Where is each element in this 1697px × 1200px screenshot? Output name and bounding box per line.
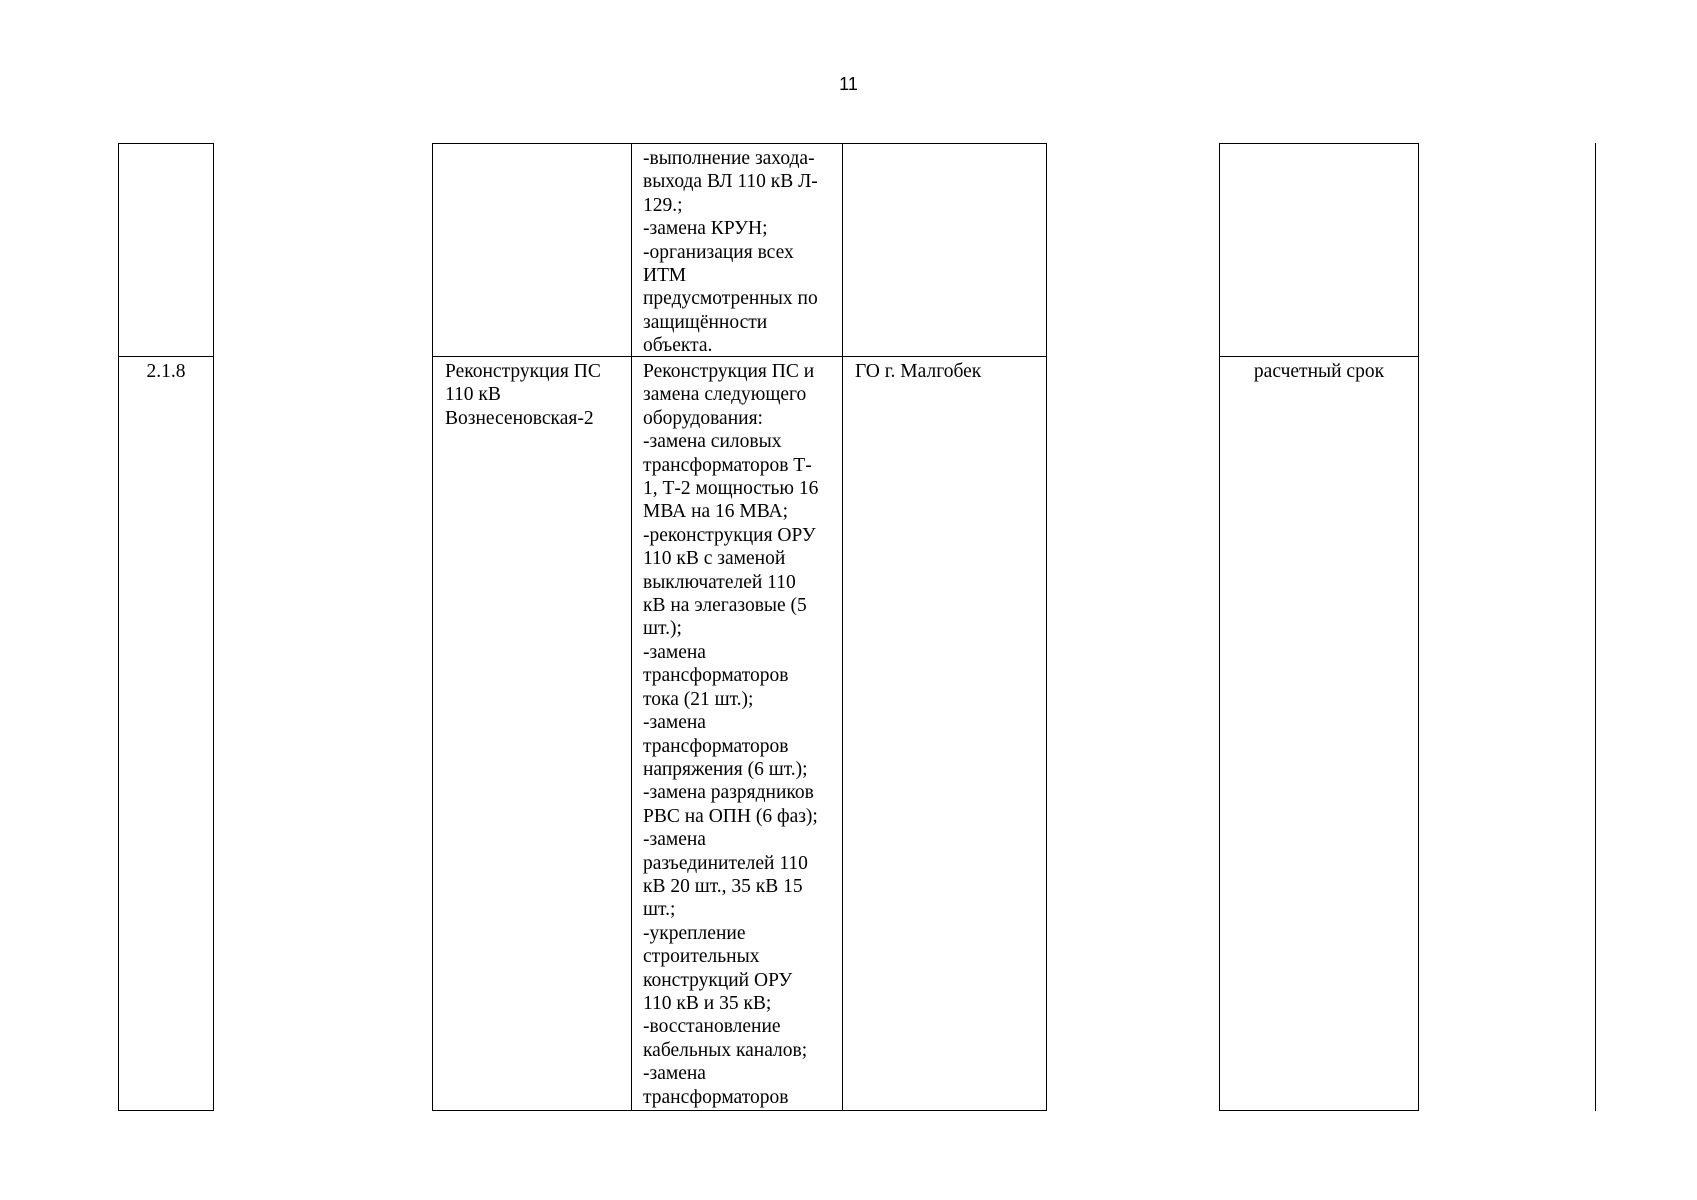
works-line: -замена <box>643 1063 706 1085</box>
works-line: 110 кВ и 35 кВ; <box>643 992 772 1014</box>
works-line: -замена <box>643 641 706 663</box>
works-line: защищённости <box>643 311 768 333</box>
works-line: трансформаторов <box>643 735 789 757</box>
works-line: кабельных каналов; <box>643 1039 808 1061</box>
row1-location-cell <box>842 143 1047 357</box>
works-line: конструкций ОРУ <box>643 969 793 991</box>
works-line: замена следующего <box>643 384 807 406</box>
works-line: кВ на элегазовые (5 <box>643 595 807 617</box>
works-line: предусмотренных по <box>643 288 818 310</box>
row1-object-cell <box>432 143 632 357</box>
row1-works-cell <box>631 143 843 357</box>
works-line: -замена разрядников <box>643 782 814 804</box>
object-line: 110 кВ <box>445 384 501 406</box>
row2-number-cell <box>118 356 214 1111</box>
works-line: -восстановление <box>643 1016 781 1038</box>
works-line: Реконструкция ПС и <box>643 361 815 382</box>
works-line: напряжения (6 шт.); <box>643 758 808 780</box>
works-line: МВА на 16 МВА; <box>643 501 789 523</box>
works-line: разъединителей 110 <box>643 852 808 874</box>
works-line: объекта. <box>643 335 713 357</box>
works-line: выхода ВЛ 110 кВ Л- <box>643 171 818 193</box>
works-line: шт.); <box>643 618 682 640</box>
row1-number-cell <box>118 143 214 357</box>
works-line: ИТМ <box>643 265 687 287</box>
works-line: трансформаторов Т- <box>643 454 812 476</box>
works-line: 129.; <box>643 194 683 216</box>
works-line: кВ 20 шт., 35 кВ 15 <box>643 875 803 897</box>
row-number: 2.1.8 <box>146 361 186 382</box>
works-line: -замена силовых <box>643 431 782 453</box>
works-line: трансформаторов <box>643 1086 789 1108</box>
works-line: -замена <box>643 829 706 851</box>
row1-term-cell <box>1219 143 1419 357</box>
works-line: выключателей 110 <box>643 571 796 593</box>
right-border-line <box>1595 143 1596 1111</box>
works-line: оборудования: <box>643 407 763 429</box>
row2-term-cell <box>1219 356 1419 1111</box>
location-text: ГО г. Малгобек <box>855 361 982 382</box>
row2-object-cell <box>432 356 632 1111</box>
page-number: 11 <box>839 74 858 94</box>
works-line: -замена КРУН; <box>643 218 768 240</box>
works-line: строительных <box>643 946 760 968</box>
works-line: -организация всех <box>643 241 794 263</box>
works-line: шт.; <box>643 899 676 921</box>
works-line: -замена <box>643 712 706 734</box>
works-line: 110 кВ с заменой <box>643 548 786 570</box>
term-text: расчетный срок <box>1253 361 1385 382</box>
object-line: Вознесеновская-2 <box>445 407 594 429</box>
works-line: РВС на ОПН (6 фаз); <box>643 805 818 827</box>
row2-works-cell <box>631 356 843 1111</box>
works-line: тока (21 шт.); <box>643 688 754 710</box>
row2-location-cell <box>842 356 1047 1111</box>
works-line: 1, Т-2 мощностью 16 <box>643 478 819 500</box>
works-line: -выполнение захода- <box>643 148 815 169</box>
works-line: -укрепление <box>643 922 746 944</box>
object-line: Реконструкция ПС <box>445 361 601 382</box>
works-line: трансформаторов <box>643 665 789 687</box>
works-line: -реконструкция ОРУ <box>643 524 816 546</box>
